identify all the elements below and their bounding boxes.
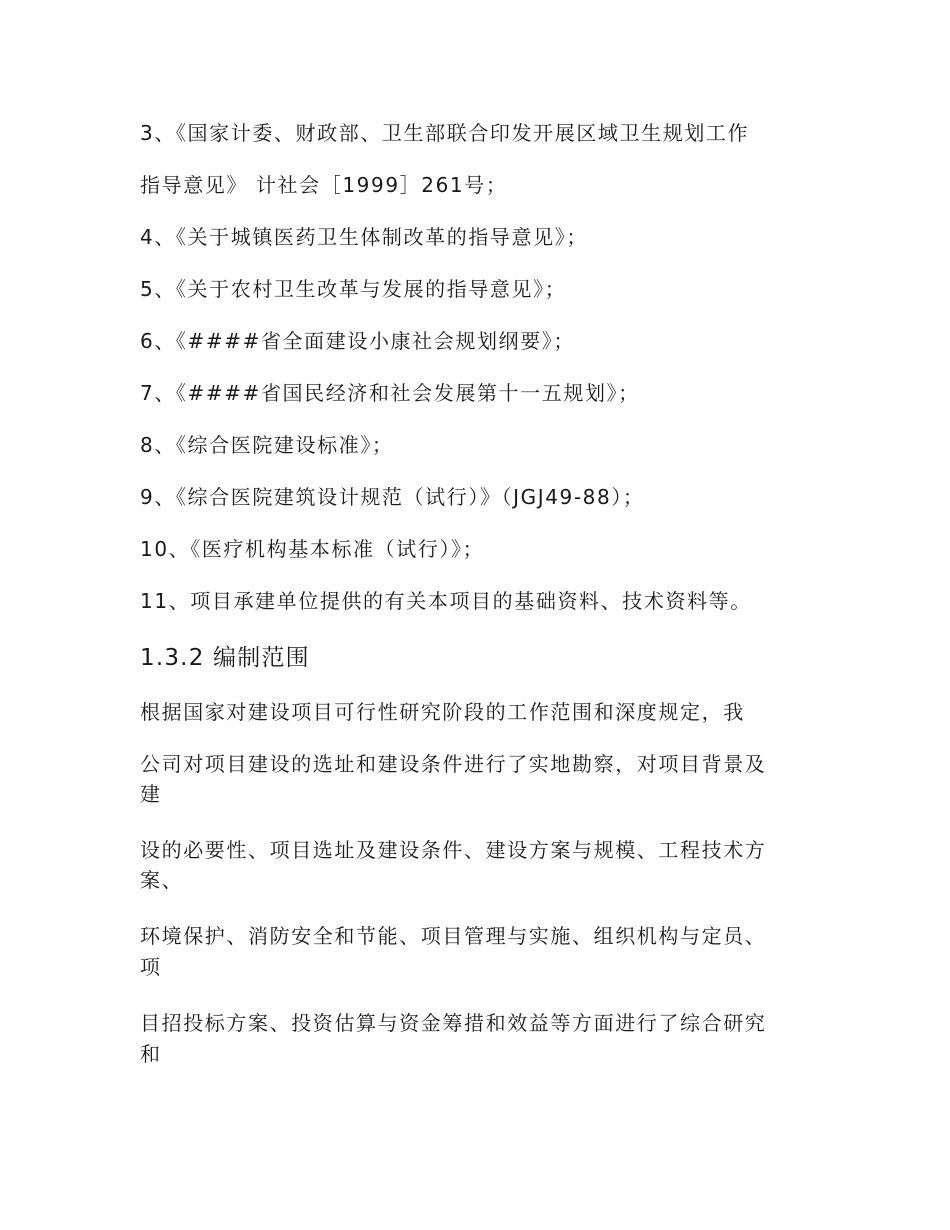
reference-item-7: 7、《####省国民经济和社会发展第十一五规划》； [140,381,640,405]
section-heading: 1.3.2 编制范围 [140,645,310,671]
reference-item-5: 5、《关于农村卫生改革与发展的指导意见》； [140,277,567,301]
scope-line-4-wrap: 项 [140,955,162,979]
reference-item-3: 3、《国家计委、财政部、卫生部联合印发开展区域卫生规划工作 [140,121,750,145]
scope-line-4: 环境保护、消防安全和节能、项目管理与实施、组织机构与定员、 [140,924,767,948]
scope-line-1: 根据国家对建设项目可行性研究阶段的工作范围和深度规定，我 [140,700,745,724]
scope-line-3-wrap: 案、 [140,868,184,892]
reference-item-6: 6、《####省全面建设小康社会规划纲要》； [140,329,575,353]
scope-line-2-wrap: 建 [140,782,162,806]
scope-line-5-wrap: 和 [140,1042,162,1066]
reference-item-4: 4、《关于城镇医药卫生体制改革的指导意见》； [140,225,588,249]
reference-item-10: 10、《医疗机构基本标准（试行）》； [140,537,485,561]
reference-item-11: 11、项目承建单位提供的有关本项目的基础资料、技术资料等。 [140,589,752,613]
scope-line-3: 设的必要性、项目选址及建设条件、建设方案与规模、工程技术方 [140,838,767,862]
reference-item-3-continued: 指导意见》 计社会［1999］261号； [140,173,508,197]
scope-line-2: 公司对项目建设的选址和建设条件进行了实地勘察，对项目背景及 [140,752,767,776]
scope-line-5: 目招投标方案、投资估算与资金筹措和效益等方面进行了综合研究 [140,1011,767,1035]
reference-item-9: 9、《综合医院建筑设计规范（试行）》（JGJ49-88）； [140,485,645,509]
reference-item-8: 8、《综合医院建设标准》； [140,433,394,457]
